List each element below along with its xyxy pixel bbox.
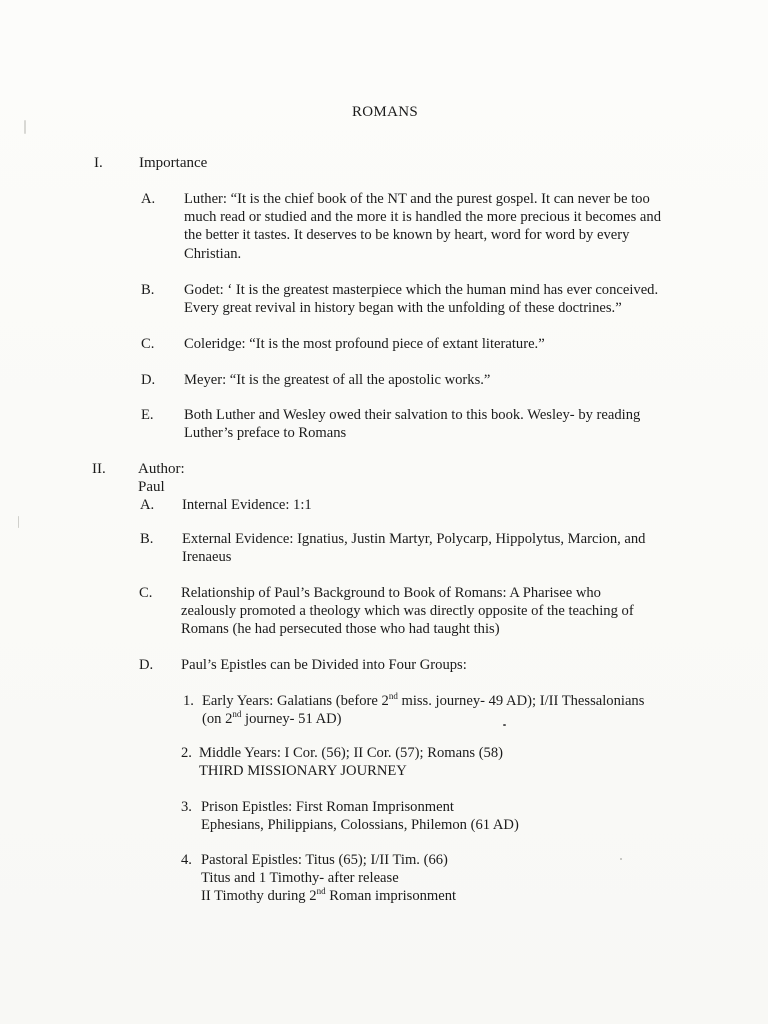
group-line	[202, 692, 644, 710]
group-line: Titus and 1 Timothy- after release	[201, 870, 399, 886]
scan-speck	[620, 858, 622, 860]
item-line: Luther’s preface to Romans	[184, 425, 347, 442]
page-title: ROMANS	[352, 104, 418, 120]
item-letter: B.	[141, 282, 155, 298]
item-line: Internal Evidence: 1:1	[182, 497, 312, 513]
item-text	[184, 406, 640, 442]
group-line: THIRD MISSIONARY JOURNEY	[199, 763, 407, 779]
group-line-text: (on 2	[202, 711, 233, 727]
item-text	[181, 656, 467, 674]
item-letter: A.	[141, 191, 156, 207]
group-number: 2.	[181, 745, 192, 761]
scan-speck	[503, 724, 506, 726]
section-heading: Author: Paul	[138, 461, 185, 495]
item-line: Godet: ‘ It is the greatest masterpiece which the human mind has ever conceived.	[184, 282, 659, 298]
scan-speck	[18, 516, 19, 528]
group-text	[201, 851, 456, 905]
item-letter: A.	[140, 497, 155, 513]
scan-speck	[24, 120, 26, 134]
item-line: much read or studied and the more it is handled the more precious it becomes and	[184, 209, 661, 226]
group-line: Middle Years: I Cor. (56); II Cor. (57); Romans (58)	[199, 745, 504, 761]
group-number: 3.	[181, 799, 192, 815]
item-line: Paul’s Epistles can be Divided into Four Groups:	[181, 657, 467, 673]
group-line-text: miss. journey- 49 AD); I/II Thessalonians	[397, 693, 645, 709]
group-line	[202, 710, 644, 728]
item-letter: D.	[141, 372, 156, 388]
item-text	[184, 190, 661, 263]
item-line: Relationship of Paul’s Background to Book of Romans: A Pharisee who	[181, 585, 601, 601]
ordinal-suffix: nd	[232, 709, 242, 719]
item-letter: C.	[139, 585, 153, 601]
item-letter: E.	[141, 407, 154, 423]
item-letter: D.	[139, 657, 154, 673]
section-heading: Importance	[139, 155, 208, 171]
item-line: Romans (he had persecuted those who had taught this)	[181, 621, 500, 638]
item-text	[182, 496, 312, 514]
item-line: Both Luther and Wesley owed their salvation to this book. Wesley- by reading	[184, 407, 641, 423]
item-text	[184, 371, 490, 389]
group-text	[199, 744, 503, 780]
item-line: Irenaeus	[182, 549, 232, 566]
item-line: Coleridge: “It is the most profound piece of extant literature.”	[184, 336, 545, 352]
group-number: 1.	[183, 693, 194, 709]
group-text	[202, 692, 644, 728]
item-text	[184, 335, 545, 353]
ordinal-suffix: nd	[316, 886, 326, 896]
ordinal-suffix: nd	[388, 691, 398, 701]
item-line: Luther: “It is the chief book of the NT and the purest gospel. It can never be too	[184, 191, 650, 207]
group-text	[201, 798, 519, 834]
item-line: the better it tastes. It deserves to be known by heart, word for word by every	[184, 227, 630, 244]
item-letter: C.	[141, 336, 155, 352]
item-line: zealously promoted a theology which was directly opposite of the teaching of	[181, 603, 634, 620]
group-line: Prison Epistles: First Roman Imprisonment	[201, 799, 454, 815]
group-line-text: journey- 51 AD)	[241, 711, 342, 727]
item-text	[182, 530, 645, 566]
item-line: Every great revival in history began with the unfolding of these doctrines.”	[184, 300, 622, 317]
section-numeral: I.	[94, 155, 103, 171]
group-line-text: Roman imprisonment	[325, 888, 457, 904]
group-line-text: II Timothy during 2	[201, 888, 317, 904]
group-line-text: Early Years: Galatians (before 2	[202, 693, 389, 709]
item-line: Meyer: “It is the greatest of all the apostolic works.”	[184, 372, 491, 388]
section-numeral: II.	[92, 461, 106, 477]
group-line: Pastoral Epistles: Titus (65); I/II Tim. (66)	[201, 852, 448, 868]
group-number: 4.	[181, 852, 192, 868]
item-letter: B.	[140, 531, 154, 547]
group-line: Ephesians, Philippians, Colossians, Philemon (61 AD)	[201, 817, 519, 833]
item-line: Christian.	[184, 245, 242, 262]
group-line	[201, 887, 456, 905]
item-text	[181, 584, 634, 639]
item-line: External Evidence: Ignatius, Justin Martyr, Polycarp, Hippolytus, Marcion, and	[182, 531, 646, 547]
item-text	[184, 281, 658, 317]
